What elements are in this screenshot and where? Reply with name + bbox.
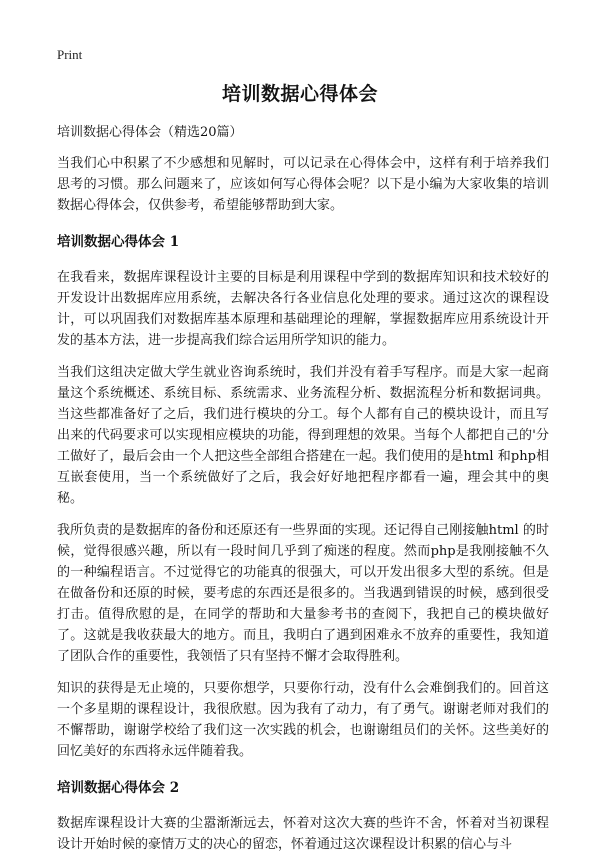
section-paragraph: 当我们这组决定做大学生就业咨询系统时，我们并没有着手写程序。而是大家一起商量这个系统概述、系统目标、系统需求、业务流程分析、数据流程分析和数据词典。当这些都准备好了之后，我们进行模块的分工。每个人都有自己的模块设计，而且写出来的代码要求可以实现相应模块的功能，得到理想的效果。当每个人都把自己的'分工做好了，最后会由一个人把这些全部组合搭建在一起。我们使用的是html 和php相互嵌套使用，当一个系统做好了之后，我会好好地把程序都看一遍，理会其中的奥秘。 [57, 365, 549, 506]
document-body [57, 122, 549, 866]
section-paragraph: 我所负责的是数据库的备份和还原还有一些界面的实现。还记得自己刚接触html 的时候，觉得很感兴趣，所以有一段时间几乎到了痴迷的程度。然而php是我刚接触不久的一种编程语言。不过觉得它的功能真的很强大，可以开发出很多大型的系统。但是在做备份和还原的时候，要考虑的东西还是很多的。当我遇到错误的时候，感到很受打击。值得欣慰的是，在同学的帮助和大量参考书的查阅下，我把自己的模块做好了。这就是我收获最大的地方。而且，我明白了遇到困难永不放弃的重要性，我知道了团队合作的重要性，我领悟了只有坚持不懈才会取得胜利。 [57, 523, 549, 664]
section-paragraph: 知识的获得是无止境的，只要你想学，只要你行动，没有什么会难倒我们的。回首这一个多星期的课程设计，我很欣慰。因为我有了动力，有了勇气。谢谢老师对我们的不懈帮助，谢谢学校给了我们这一次实践的机会，也谢谢组员们的关怀。这些美好的回忆美好的东西将永远伴随着我。 [57, 681, 549, 759]
intro-paragraph: 当我们心中积累了不少感想和见解时，可以记录在心得体会中，这样有利于培养我们思考的习惯。那么问题来了，应该如何写心得体会呢？以下是小编为大家收集的培训数据心得体会，仅供参考，希望能够帮助到大家。 [57, 156, 549, 213]
section-heading: 培训数据心得体会 1 [57, 234, 180, 250]
document-subtitle: 培训数据心得体会（精选20篇） [57, 125, 243, 140]
page-title: 培训数据心得体会 [221, 83, 378, 105]
section-paragraph: 数据库课程设计大赛的尘嚣渐渐远去，怀着对这次大赛的些许不舍，怀着对当初课程设计开始时候的豪情万丈的决心的留恋，怀着通过这次课程设计积累的信心与斗 [57, 816, 549, 852]
print-label: Print [57, 47, 83, 62]
section-paragraph: 在我看来，数据库课程设计主要的目标是利用课程中学到的数据库知识和技术较好的开发设计出数据库应用系统，去解决各行各业信息化处理的要求。通过这次的课程设计，可以巩固我们对数据库基本原理和基础理论的理解，掌握数据库应用系统设计开发的基本方法，进一步提高我们综合运用所学知识的能力。 [57, 270, 549, 348]
section-heading: 培训数据心得体会 2 [57, 780, 180, 796]
